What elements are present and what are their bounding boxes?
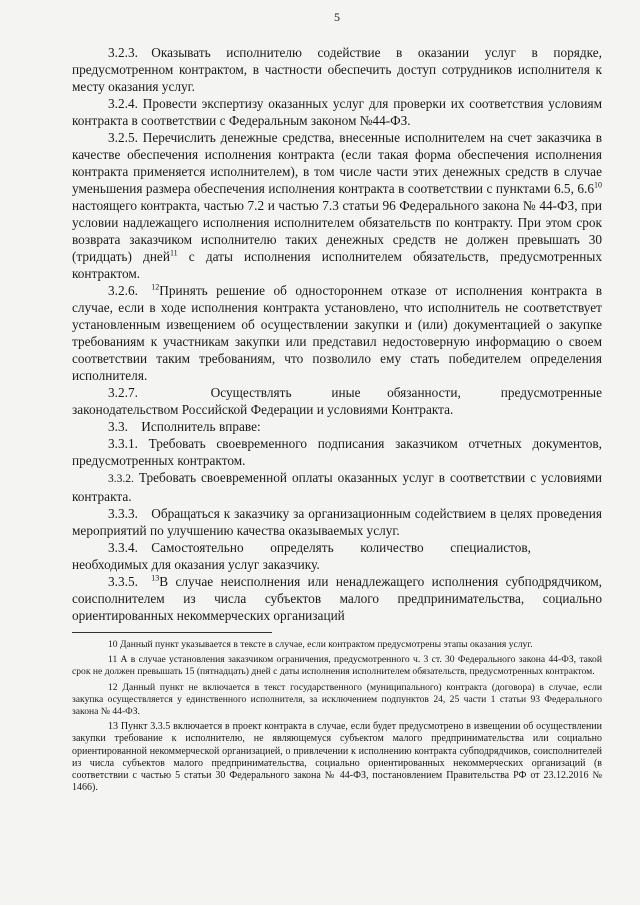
clause-3-2-5-text-b: настоящего контракта, частью 7.2 и частью 7.3 статьи 96 Федерального закона № 44-ФЗ, при условии надлежащего исполнения исполнителем обязательств по контракту. При этом срок возврата заказчиком исполнителю таких денежных средств не должен превышать 30 (тридцать) дней xyxy=(72,198,602,264)
footnote-ref-12: 12 xyxy=(151,282,160,292)
footnote-separator xyxy=(72,632,272,633)
clause-3-2-6-num: 3.2.6. xyxy=(108,283,152,298)
footnote-10: 10 Данный пункт указывается в тексте в случае, если контрактом предусмотрены этапы оказания услуг. xyxy=(108,639,533,650)
clause-3-2-3: 3.2.3. Оказывать исполнителю содействие в оказании услуг в порядке, предусмотренном контрактом, в частности обеспечить доступ сотрудников исполнителя к месту оказания услуг. xyxy=(72,45,602,94)
page-number: 5 xyxy=(334,10,340,24)
clause-3-2-5 xyxy=(72,129,602,282)
clause-3-3-1: 3.3.1. Требовать своевременного подписания заказчиком отчетных документов, предусмотренных контрактом. xyxy=(72,436,602,468)
clause-3-3-5 xyxy=(72,573,602,624)
clause-3-2-5-text-a: 3.2.5. Перечислить денежные средства, внесенные исполнителем на счет заказчика в качестве обеспечения исполнения контракта (если такая форма обеспечения исполнения контракта применяется исполнителем), в том числе части этих денежных средств в случае уменьшения размера обеспечения исполнения контракта в соответствии с пунктами 6.5, 6.6 xyxy=(72,130,602,196)
clause-3-3-5-text: В случае неисполнения или ненадлежащего исполнения субподрядчиком, соисполнителем из числа субъектов малого предпринимательства, социально ориентированных некоммерческих организаций xyxy=(72,574,602,623)
footnote-ref-13: 13 xyxy=(151,573,160,583)
contract-body xyxy=(72,44,602,624)
clause-3-3-2-num: 3.3.2. xyxy=(108,473,134,485)
clause-3-3: 3.3. Исполнитель вправе: xyxy=(108,419,261,434)
clause-3-2-5-text-c: с даты исполнения исполнителем обязательств, предусмотренных контрактом. xyxy=(72,249,602,281)
footnote-ref-10: 10 xyxy=(594,180,602,190)
clause-3-3-2 xyxy=(72,469,602,505)
footnote-12: 12 Данный пункт не включается в текст государственного (муниципального) контракта (договора) в случае, если закупка осуществляется у единственного исполнителя, за исключением подпунктов 24, 25 части 1 статьи 93 Федерального закона № 44-ФЗ. xyxy=(72,681,602,718)
clause-3-3-5-num: 3.3.5. xyxy=(108,574,152,589)
clause-3-3-4: 3.3.4. Самостоятельно определять количество специалистов, необходимых для оказания услуг заказчику. xyxy=(72,540,532,572)
clause-3-2-4: 3.2.4. Провести экспертизу оказанных услуг для проверки их соответствия условиям контракта в соответствии с Федеральным законом №44-ФЗ. xyxy=(72,96,602,128)
clause-3-3-2-text: Требовать своевременной оплаты оказанных услуг в соответствии с условиями контракта. xyxy=(72,470,602,504)
clause-3-2-6 xyxy=(72,282,602,384)
clause-3-3-3: 3.3.3. Обращаться к заказчику за организационным содействием в целях проведения мероприятий по улучшению качества оказываемых услуг. xyxy=(72,506,602,538)
footnotes xyxy=(72,639,602,794)
clause-3-2-7: 3.2.7. Осуществлять иные обязанности, предусмотренные законодательством Российской Федерации и условиями Контракта. xyxy=(72,385,602,417)
footnote-13: 13 Пункт 3.3.5 включается в проект контракта в случае, если будет предусмотрено в извещении об осуществлении закупки требование к исполнителю, не являющемуся субъектом малого предпринимательства или социально ориентированной некоммерческой организацией, о привлечении к исполнению контракта субподрядчиков, соисполнителей из числа субъектов малого предпринимательства, социально ориентированных некоммерческих организаций (в соответствии с частью 5 статьи 30 Федерального закона № 44-ФЗ, постановлением Правительства РФ от 23.12.2016 № 1466). xyxy=(72,721,602,794)
footnote-ref-11: 11 xyxy=(169,248,178,258)
footnote-11: 11 А в случае установления заказчиком ограничения, предусмотренного ч. 3 ст. 30 Федерального закона 44-ФЗ, такой срок не должен превышать 15 (пятнадцать) дней с даты исполнения исполнителем обязательств, предусмотренных контрактом. xyxy=(72,654,602,678)
clause-3-2-6-text: Принять решение об одностороннем отказе от исполнения контракта в случае, если в ходе исполнения контракта установлено, что исполнитель не соответствует установленным извещением об осуществлении закупки и (или) документацией о закупке требованиям к участникам закупки или представил недостоверную информацию о своем соответствии таким требованиям, что позволило ему стать победителем определения исполнителя. xyxy=(72,283,602,383)
